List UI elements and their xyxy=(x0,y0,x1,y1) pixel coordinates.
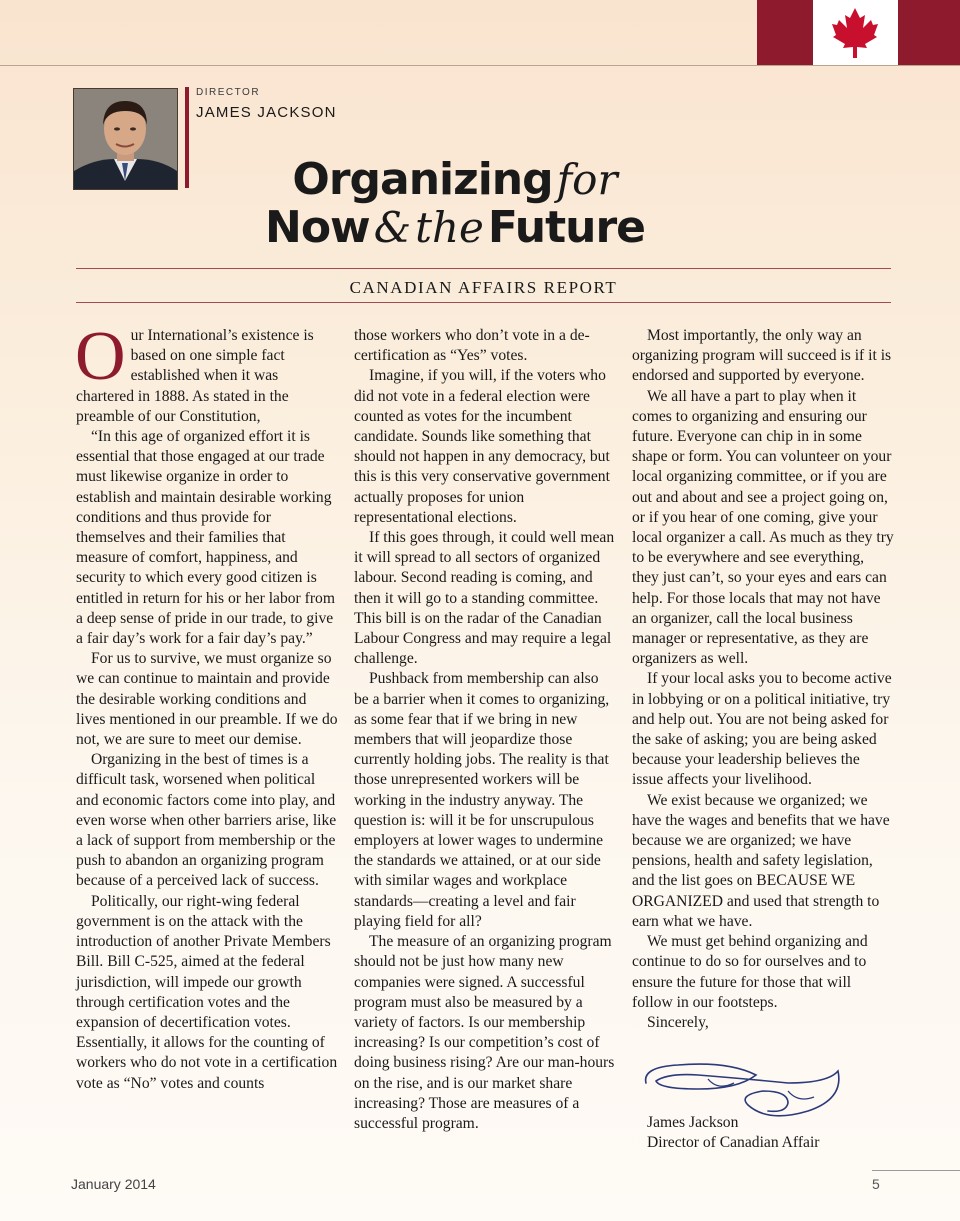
article-column-2 xyxy=(354,326,616,1134)
title-word: Future xyxy=(487,202,645,253)
paragraph: Most importantly, the only way an organizing program will succeed is if it is endorsed and supported by everyone. xyxy=(632,327,892,385)
paragraph: We all have a part to play when it comes to organizing and ensuring our future. Everyone can chip in in some shape or form. You can volunteer on your local organizing committee, or if you are out and about and see a project going on, or if you hear of one coming, give your local organizer a call. As much as they try to be everywhere and see everything, they just can’t, so your eyes and ears can help. For those locals that may not have an organizer, call the local business manager or representative, as they are organizers as well. xyxy=(632,387,894,668)
signature-title: Director of Canadian Affair xyxy=(647,1134,820,1152)
drop-cap: O xyxy=(75,318,126,395)
title-word: for xyxy=(556,155,618,204)
title-word: & xyxy=(373,203,412,252)
flag-red-band-right xyxy=(898,0,960,65)
author-accent-bar xyxy=(185,87,189,188)
article-title-line-2 xyxy=(200,202,710,253)
paragraph: Sincerely, xyxy=(647,1013,709,1031)
paragraph-text: ur International’s existence is based on one simple fact established when it was chartered in 1888. As stated in the preamble of our Constitution, xyxy=(76,327,314,425)
paragraph: We exist because we organized; we have the wages and benefits that we have because we are organized; we have pensions, health and safety legislation, and the list goes on BECAUSE WE ORGANIZED and used that strength to earn what we have. xyxy=(632,791,890,930)
paragraph: Politically, our right-wing federal government is on the attack with the introduction of another Private Members Bill. Bill C-525, aimed at the federal jurisdiction, will impede our growth through certification votes and the expansion of decertification votes. Essentially, it allows for the counting of workers who do not vote in a certification vote as “No” votes and counts xyxy=(76,892,338,1092)
header-rule xyxy=(0,65,960,66)
paragraph: Imagine, if you will, if the voters who did not vote in a federal election were counted as votes for the incumbent candidate. Sounds like something that should not happen in any democracy, but this is this very conservative government actually proposes for union representational elections. xyxy=(354,367,610,526)
paragraph xyxy=(75,318,338,427)
page-number: 5 xyxy=(872,1176,880,1192)
flag-red-band-left xyxy=(757,0,813,65)
paragraph: Organizing in the best of times is a difficult task, worsened when political and economic factors come into play, and even worse when other barriers arise, like a lack of support from membership or the push to abandon an organizing program because of a perceived lack of success. xyxy=(76,751,337,890)
maple-leaf-icon xyxy=(832,6,878,58)
paragraph: If this goes through, it could well mean it will spread to all sectors of organized labour. Second reading is coming, and then it will go to a standing committee. This bill is on the radar of the Canadian Labour Congress and may require a legal challenge. xyxy=(354,529,615,668)
canada-flag xyxy=(757,0,960,65)
signature-name: James Jackson xyxy=(647,1114,739,1131)
flag-white-band xyxy=(813,0,898,65)
author-name: JAMES JACKSON xyxy=(196,104,337,121)
title-word: Now xyxy=(265,202,370,253)
section-rule-bottom xyxy=(76,302,891,303)
paragraph: If your local asks you to become active in lobbying or on a political initiative, try and help out. You are not being asked for the sake of asking; you are being asked because your leadership believes the issue affects your livelihood. xyxy=(632,670,892,789)
author-photo xyxy=(73,88,178,190)
article-title-line-1 xyxy=(200,154,710,205)
article-column-3 xyxy=(632,326,894,1033)
title-word: Organizing xyxy=(292,154,553,205)
article-column-1 xyxy=(75,318,338,1094)
paragraph: The measure of an organizing program should not be just how many new companies were signed. A successful program must also be measured by a variety of factors. Is our membership increasing? Is our competition’s cost of doing business rising? Are our man-hours on the rise, and is our market share increasing? Those are measures of a successful program. xyxy=(354,933,615,1132)
issue-date: January 2014 xyxy=(71,1176,156,1192)
author-role: DIRECTOR xyxy=(196,87,261,98)
signature-block xyxy=(647,1113,819,1153)
section-rule-top xyxy=(76,268,891,269)
paragraph: For us to survive, we must organize so we can continue to maintain and provide the desirable working conditions and lives mentioned in our preamble. If we do not, we are sure to meet our demise. xyxy=(76,650,338,749)
title-word: the xyxy=(415,203,484,252)
paragraph: those workers who don’t vote in a de-certification as “Yes” votes. xyxy=(354,327,590,365)
paragraph: “In this age of organized effort it is essential that those engaged at our trade must likewise organize in order to establish and maintain desirable working conditions and thus provide for themselves and their families that measure of comfort, happiness, and security to which every good citizen is entitled in return for his or her labor from a deep sense of pride in our trade, to give a fair day’s work for a fair day’s pay.” xyxy=(76,428,335,648)
paragraph: We must get behind organizing and continue to do so for ourselves and to ensure the future for those that will follow in our footsteps. xyxy=(632,933,868,1011)
footer-rule xyxy=(872,1170,960,1171)
paragraph: Pushback from membership can also be a barrier when it comes to organizing, as some fear that if we bring in new members that will jeopardize those currently holding jobs. The reality is that those unrepresented workers will be working in the industry anyway. The question is: will it be for unscrupulous employers at lower wages to undermine the standards we attained, or at our side with similar wages and workplace standards—creating a level and fair playing field for all? xyxy=(354,670,610,930)
section-label: CANADIAN AFFAIRS REPORT xyxy=(349,278,618,297)
